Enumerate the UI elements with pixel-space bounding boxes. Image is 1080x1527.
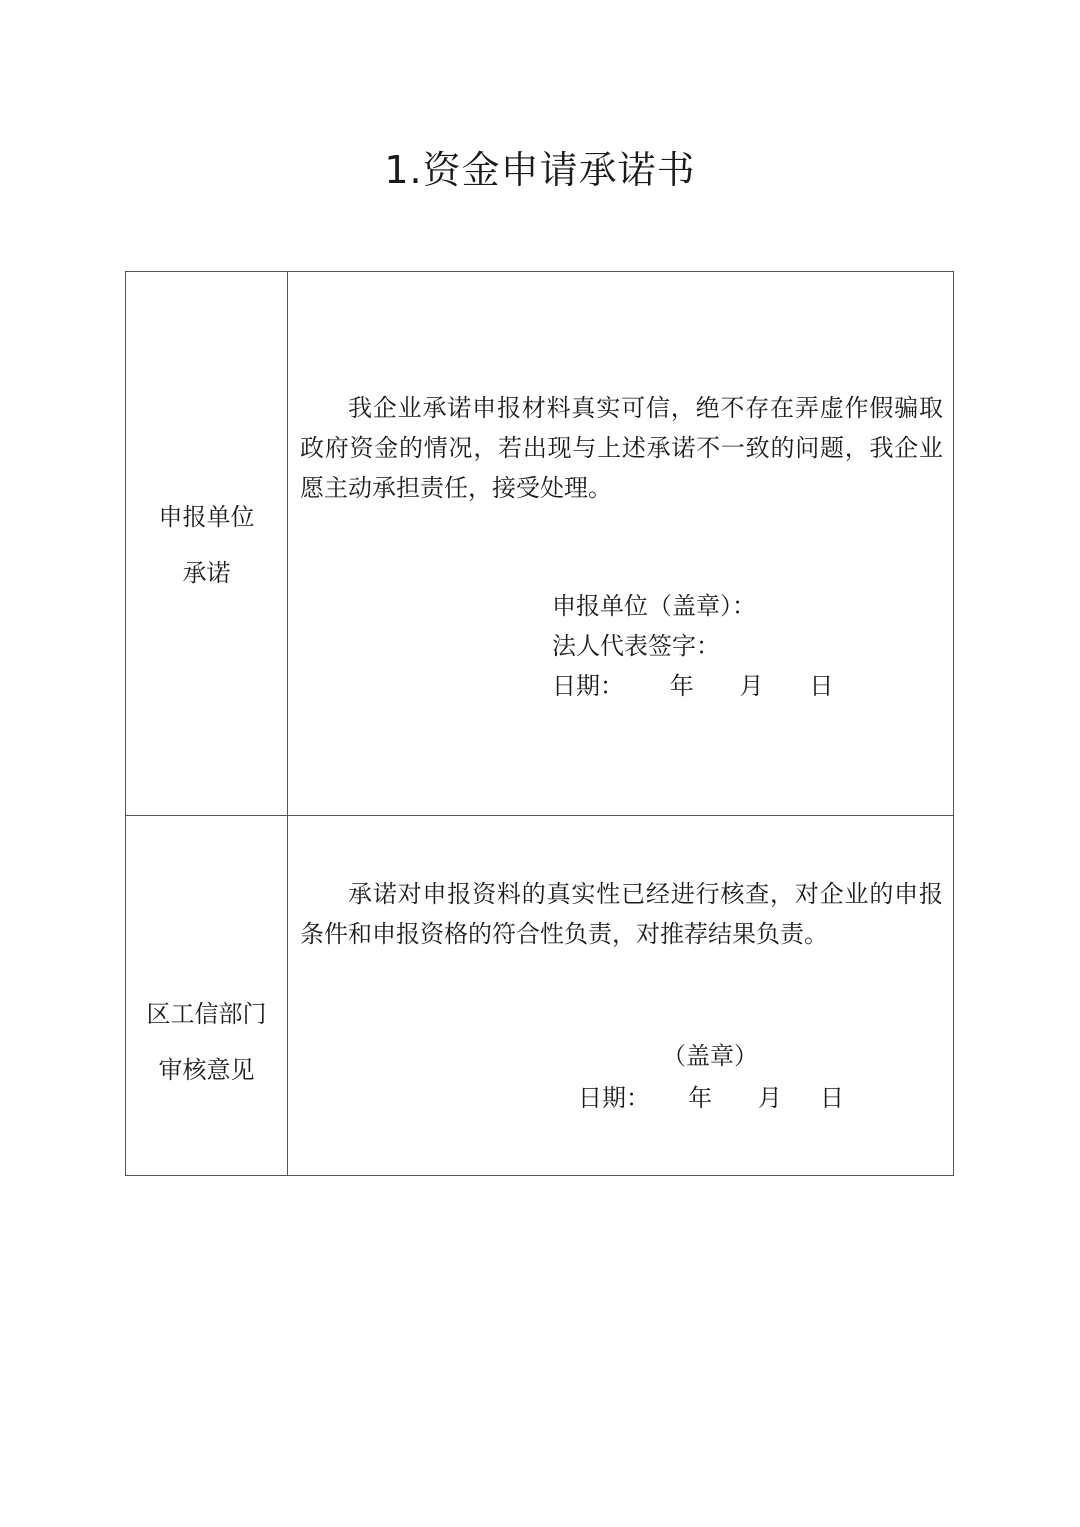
- row-label-line-1: 区工信部门: [146, 1000, 267, 1028]
- row-label-line-2: 审核意见: [158, 1056, 255, 1084]
- signature-block: [552, 586, 833, 706]
- row-label-cell: [126, 816, 288, 1176]
- seal-line: （盖章）: [662, 1042, 758, 1070]
- legal-rep-signature-line: 法人代表签字：: [552, 632, 720, 660]
- row-content-cell: [288, 816, 954, 1176]
- date-line: 日期： 年 月 日: [578, 1084, 845, 1112]
- review-paragraph: 承诺对申报资料的真实性已经进行核查，对企业的申报条件和申报资格的符合性负责，对推荐结果负责。: [300, 880, 943, 948]
- row-content-cell: [288, 272, 954, 816]
- table-row-applicant-commitment: [126, 272, 954, 816]
- row-label-cell: [126, 272, 288, 816]
- table-row-district-review: [126, 816, 954, 1176]
- row-label-line-1: 申报单位: [158, 503, 255, 531]
- commitment-form-table: [125, 271, 954, 1176]
- seal-line: 申报单位（盖章）：: [552, 592, 756, 620]
- row-label: [126, 489, 287, 601]
- commitment-paragraph: 我企业承诺申报材料真实可信，绝不存在弄虚作假骗取政府资金的情况，若出现与上述承诺不一致的问题，我企业愿主动承担责任，接受处理。: [300, 394, 943, 502]
- page-title: 1.资金申请承诺书: [384, 148, 696, 192]
- date-line: 日期： 年 月 日: [552, 672, 834, 700]
- row-label: [126, 986, 287, 1098]
- row-label-line-2: 承诺: [182, 559, 231, 587]
